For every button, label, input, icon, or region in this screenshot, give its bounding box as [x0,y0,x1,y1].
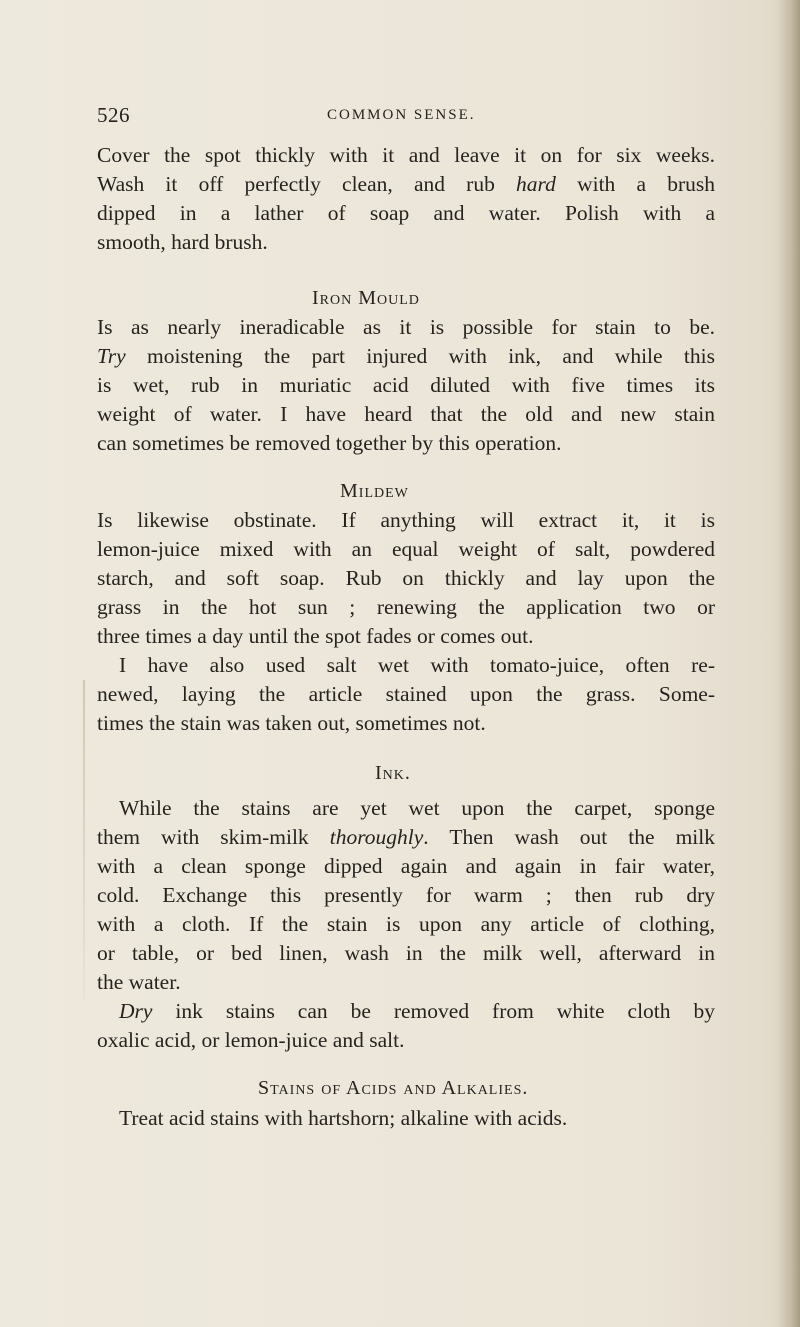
text-line: Is as nearly ineradicable as it is possible for stain to be. [97,315,715,339]
paragraph-iron-mould [97,313,715,458]
text-line: or table, or bed linen, wash in the milk well, afterward in [97,941,715,965]
page-header [97,103,717,133]
text-line: weight of water. I have heard that the old and new stain [97,402,715,426]
text-line: Treat acid stains with hartshorn; alkaline with acids. [119,1106,568,1130]
page-edge-shadow [778,0,800,1327]
text-line: Is likewise obstinate. If anything will extract it, it is [97,508,715,532]
text-line: oxalic acid, or lemon-juice and salt. [97,1028,405,1052]
text-line: starch, and soft soap. Rub on thickly and lay upon the [97,566,715,590]
text-span: Wash it off perfectly clean, and rub [97,172,517,196]
running-head: COMMON SENSE. [327,107,476,123]
heading-iron-mould: Iron Mould [312,287,420,309]
page-number: 526 [97,103,130,127]
text-line [97,823,715,852]
text-span: moistening the part injured with ink, and while this [125,344,715,368]
text-line: three times a day until the spot fades or comes out. [97,624,534,648]
italic-word: Try [97,344,126,368]
text-line: While the stains are yet wet upon the carpet, sponge [119,796,715,820]
paragraph-ink [97,794,715,1055]
text-line [97,170,715,199]
italic-word: thoroughly [329,825,424,849]
heading-ink: Ink. [375,762,411,784]
paragraph-mildew [97,506,715,738]
text-line: grass in the hot sun ; renewing the application two or [97,595,715,619]
text-line: with a cloth. If the stain is upon any article of clothing, [97,912,715,936]
text-line: newed, laying the article stained upon the grass. Some- [97,682,715,706]
text-line: smooth, hard brush. [97,230,268,254]
text-span: . Then wash out the milk [423,825,716,849]
paragraph-stains-acids [97,1104,715,1133]
text-line [97,342,715,371]
text-line: cold. Exchange this presently for warm ; then rub dry [97,883,715,907]
text-line [97,997,715,1026]
text-line: dipped in a lather of soap and water. Polish with a [97,201,715,225]
text-line: lemon-juice mixed with an equal weight of salt, powdered [97,537,715,561]
text-line: times the stain was taken out, sometimes not. [97,711,486,735]
text-line: Cover the spot thickly with it and leave it on for six weeks. [97,143,715,167]
text-span: them with skim-milk [97,825,330,849]
text-line: can sometimes be removed together by this operation. [97,431,562,455]
text-line: I have also used salt wet with tomato-juice, often re- [119,653,715,677]
paragraph-intro [97,141,715,257]
heading-stains-acids-alkalies: Stains of Acids and Alkalies. [258,1077,529,1099]
heading-mildew: Mildew [340,480,409,502]
text-line: the water. [97,970,181,994]
italic-word: hard [516,172,556,196]
italic-word: Dry [119,999,153,1023]
text-line: is wet, rub in muriatic acid diluted with five times its [97,373,715,397]
margin-mark [83,680,85,1000]
text-line: with a clean sponge dipped again and again in fair water, [97,854,715,878]
text-span: with a brush [555,172,715,196]
text-span: ink stains can be removed from white cloth by [152,999,715,1023]
